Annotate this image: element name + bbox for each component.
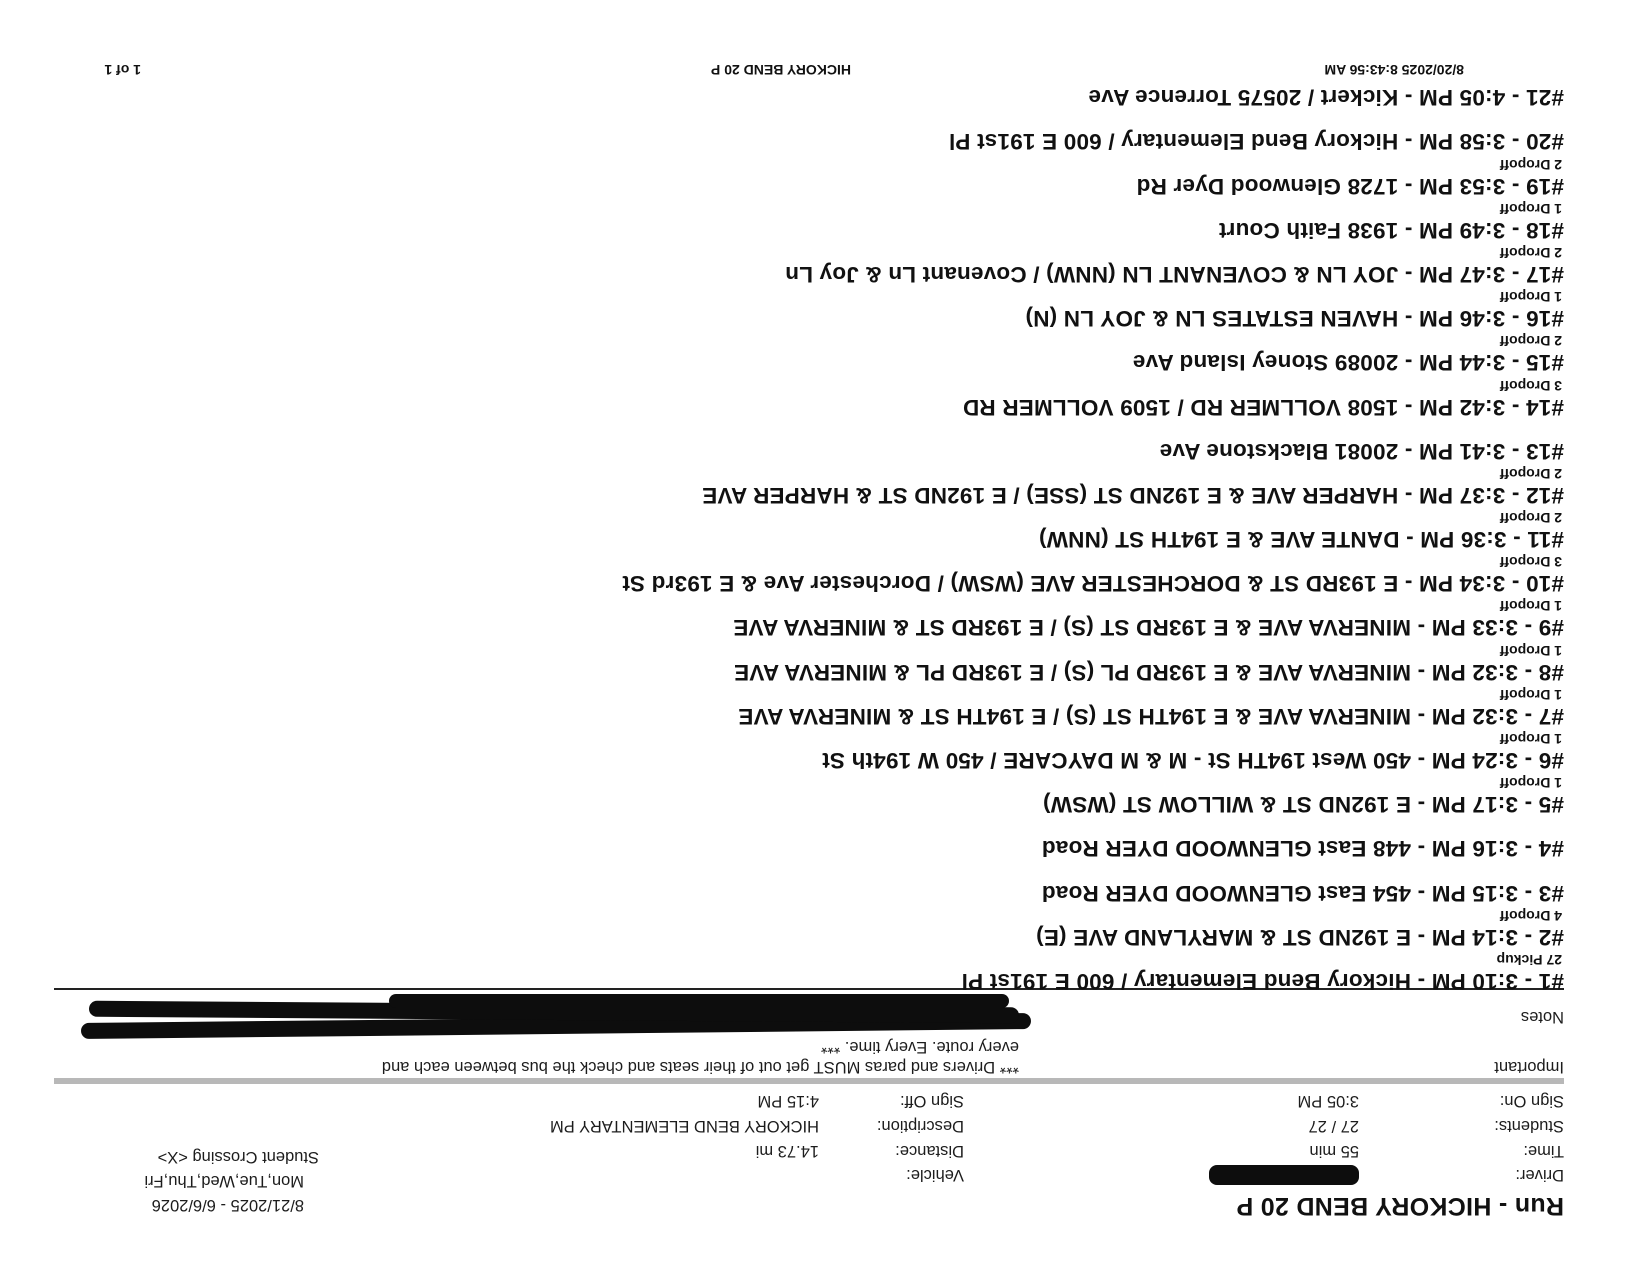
time-value: 55 min bbox=[1309, 1142, 1359, 1160]
distance-value: 14.73 mi bbox=[755, 1142, 819, 1160]
stop-title: #15 - 3:44 PM - 20089 Stoney Island Ave bbox=[1132, 350, 1564, 376]
stop-title: #17 - 3:47 PM - JOY LN & COVENANT LN (NNW) / Covenant Ln & Joy Ln bbox=[785, 262, 1564, 287]
stop-detail: 1 Dropoff bbox=[1499, 598, 1562, 615]
stop-title: #2 - 3:14 PM - E 192ND ST & MARYLAND AVE (E) bbox=[1035, 924, 1564, 950]
stop-title: #5 - 3:17 PM - E 192ND ST & WILLOW ST (WSW) bbox=[1042, 792, 1564, 818]
stop-title: #21 - 4:05 PM - Kickert / 20575 Torrence Ave bbox=[1088, 85, 1564, 111]
stop-row bbox=[144, 729, 1564, 773]
stop-title: #14 - 3:42 PM - 1508 VOLLMER RD / 1509 VOLLMER RD bbox=[962, 394, 1564, 420]
stop-title: #4 - 3:16 PM - 448 East GLENWOOD DYER Road bbox=[1041, 836, 1564, 862]
stop-title: #9 - 3:33 PM - MINERVA AVE & E 193RD ST (S) / E 193RD ST & MINERVA AVE bbox=[733, 615, 1564, 641]
stop-detail: 1 Dropoff bbox=[1499, 731, 1562, 748]
stop-title: #16 - 3:46 PM - HAVEN ESTATES LN & JOY LN (N) bbox=[1025, 306, 1564, 332]
stop-row bbox=[144, 817, 1564, 861]
stop-detail: 1 Dropoff bbox=[1499, 775, 1562, 792]
stop-title: #3 - 3:15 PM - 454 East GLENWOOD DYER Road bbox=[1041, 880, 1564, 906]
important-line-1: *** Drivers and paras MUST get out of their seats and check the bus between each and bbox=[381, 1058, 1019, 1076]
stop-detail: 1 Dropoff bbox=[1499, 200, 1562, 217]
distance-label: Distance: bbox=[895, 1142, 964, 1160]
page-number: 1 of 1 bbox=[104, 62, 141, 78]
stop-row bbox=[144, 154, 1564, 198]
footer-run-name: HICKORY BEND 20 P bbox=[710, 62, 851, 78]
description-value: HICKORY BEND ELEMENTARY PM bbox=[550, 1117, 819, 1135]
stop-detail: 2 Dropoff bbox=[1499, 156, 1562, 173]
sign-on-value: 3:05 PM bbox=[1297, 1092, 1359, 1110]
description-label: Description: bbox=[876, 1117, 964, 1135]
stop-row bbox=[144, 420, 1564, 464]
stop-row bbox=[144, 464, 1564, 508]
driver-label: Driver: bbox=[1515, 1166, 1564, 1184]
stop-row bbox=[144, 552, 1564, 596]
stop-detail: 3 Dropoff bbox=[1499, 377, 1562, 394]
service-days: Mon,Tue,Wed,Thu,Fri bbox=[144, 1172, 304, 1190]
stop-row bbox=[144, 243, 1564, 287]
important-line-2: every route. Every time. *** bbox=[820, 1038, 1019, 1056]
notes-label: Notes bbox=[1520, 1008, 1564, 1026]
stop-detail: 2 Dropoff bbox=[1499, 510, 1562, 527]
stop-row bbox=[144, 596, 1564, 640]
time-label: Time: bbox=[1523, 1142, 1564, 1160]
stop-row bbox=[144, 287, 1564, 331]
stop-title: #12 - 3:37 PM - HARPER AVE & E 192ND ST (SSE) / E 192ND ST & HARPER AVE bbox=[702, 482, 1564, 508]
stop-detail: 2 Dropoff bbox=[1499, 465, 1562, 482]
stop-title: #6 - 3:24 PM - 450 West 194TH St - M & M DAYCARE / 450 W 194th St bbox=[822, 748, 1564, 774]
stop-detail: 1 Dropoff bbox=[1499, 289, 1562, 306]
stop-detail: 27 Pickup bbox=[1496, 952, 1562, 968]
stop-row bbox=[144, 773, 1564, 817]
stop-row bbox=[144, 375, 1564, 419]
stop-title: #8 - 3:32 PM - MINERVA AVE & E 193RD PL (S) / E 193RD PL & MINERVA AVE bbox=[733, 659, 1564, 685]
student-crossing: Student Crossing <X> bbox=[157, 1148, 319, 1166]
date-range: 8/21/2025 - 6/6/2026 bbox=[151, 1196, 304, 1214]
sign-off-value: 4:15 PM bbox=[757, 1092, 819, 1110]
vehicle-label: Vehicle: bbox=[906, 1166, 964, 1184]
important-label: Important bbox=[1494, 1058, 1564, 1076]
stop-detail: 1 Dropoff bbox=[1499, 686, 1562, 703]
stop-title: #7 - 3:32 PM - MINERVA AVE & E 194TH ST (S) / E 194TH ST & MINERVA AVE bbox=[738, 703, 1564, 729]
stop-row bbox=[144, 950, 1564, 994]
stop-title: #10 - 3:34 PM - E 193RD ST & DORCHESTER AVE (WSW) / Dorchester Ave & E 193rd St bbox=[622, 571, 1564, 597]
stop-row bbox=[144, 199, 1564, 243]
notes-redaction bbox=[389, 994, 1009, 1008]
section-divider bbox=[54, 1078, 1564, 1084]
stop-row bbox=[144, 685, 1564, 729]
stop-row bbox=[144, 906, 1564, 950]
stop-row bbox=[144, 331, 1564, 375]
stop-title: #18 - 3:49 PM - 1938 Faith Court bbox=[1218, 217, 1564, 243]
stop-detail: 1 Dropoff bbox=[1499, 642, 1562, 659]
sign-off-label: Sign Off: bbox=[900, 1092, 964, 1110]
stop-detail: 4 Dropoff bbox=[1499, 907, 1562, 924]
stop-detail: 2 Dropoff bbox=[1499, 245, 1562, 261]
stops-list bbox=[144, 66, 1564, 994]
stop-row bbox=[144, 641, 1564, 685]
stop-title: #11 - 3:36 PM - DANTE AVE & E 194TH ST (NNW) bbox=[1038, 527, 1564, 553]
students-value: 27 / 27 bbox=[1308, 1117, 1359, 1135]
stop-title: #1 - 3:10 PM - Hickory Bend Elementary / 600 E 191st Pl bbox=[961, 969, 1564, 994]
run-title: Run - HICKORY BEND 20 P bbox=[1236, 1192, 1564, 1220]
driver-redaction bbox=[1209, 1165, 1359, 1185]
stop-detail: 3 Dropoff bbox=[1499, 554, 1562, 571]
stop-title: #13 - 3:41 PM - 20081 Blackstone Ave bbox=[1159, 438, 1564, 464]
stop-row bbox=[144, 508, 1564, 552]
sign-on-label: Sign On: bbox=[1499, 1092, 1564, 1110]
print-timestamp: 8/20/2025 8:43:56 AM bbox=[1324, 62, 1464, 78]
stop-detail: 2 Dropoff bbox=[1499, 333, 1562, 350]
students-label: Students: bbox=[1494, 1117, 1564, 1135]
stop-row bbox=[144, 110, 1564, 154]
stop-row bbox=[144, 861, 1564, 905]
stop-title: #20 - 3:58 PM - Hickory Bend Elementary / 600 E 191st Pl bbox=[948, 129, 1564, 155]
stop-title: #19 - 3:53 PM - 1728 Glenwood Dyer Rd bbox=[1136, 173, 1564, 199]
